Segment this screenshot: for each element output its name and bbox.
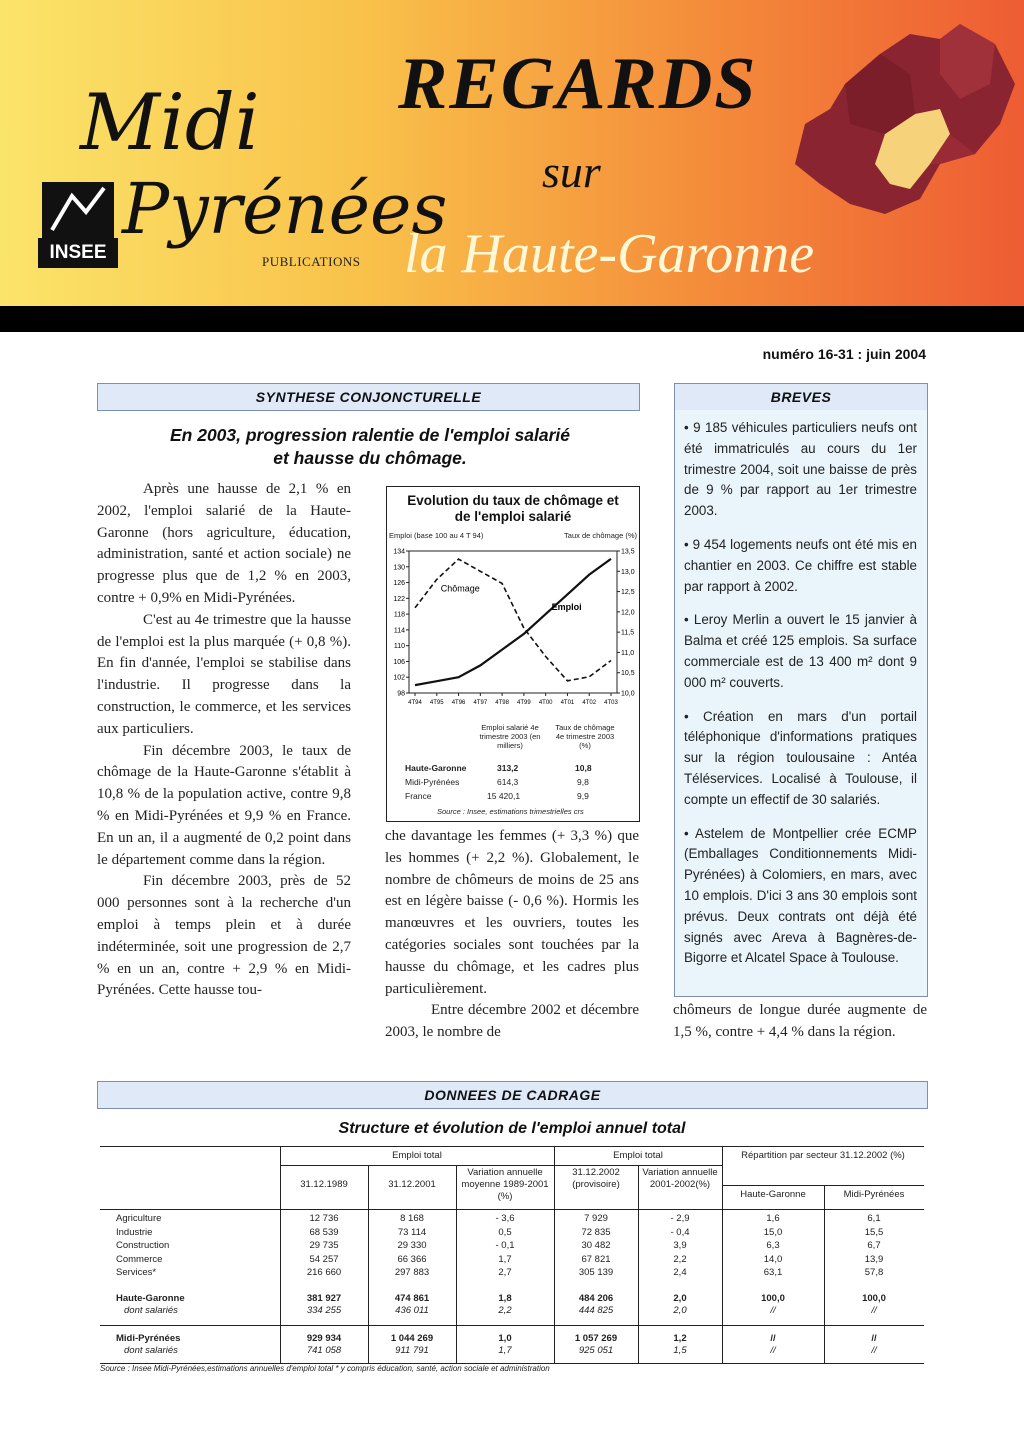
table-cell: 2,0 xyxy=(673,1305,687,1316)
table-cell: 2,2 xyxy=(498,1305,512,1316)
table-cell: 929 934 xyxy=(306,1333,342,1344)
article-column-2 xyxy=(385,826,639,1044)
header-divider xyxy=(0,306,1024,332)
y-left-tick-label: 126 xyxy=(393,580,405,588)
table-cell: 72 835 xyxy=(581,1226,611,1238)
article-column-3 xyxy=(673,1000,927,1044)
section-synthese: SYNTHESE CONJONCTURELLE xyxy=(97,383,640,411)
table-cell: 15 420,1 xyxy=(487,791,521,801)
table-cell: 614,3 xyxy=(497,777,519,787)
series-line-chômage xyxy=(415,559,611,681)
table-cell: 2,0 xyxy=(673,1293,687,1304)
table-cell: 474 861 xyxy=(394,1293,430,1304)
table-cell: 15,5 xyxy=(864,1226,884,1238)
section-cadrage: DONNEES DE CADRAGE xyxy=(97,1081,928,1109)
table-row-label: Haute-Garonne xyxy=(116,1293,185,1304)
y-left-tick-label: 102 xyxy=(393,674,405,682)
column-header: 31.12.2001 xyxy=(388,1179,436,1190)
x-tick-label: 4T01 xyxy=(560,700,575,706)
group-header: Répartition par secteur 31.12.2002 (%) xyxy=(741,1150,905,1161)
table-row-label: Services* xyxy=(116,1267,157,1279)
publications-label: PUBLICATIONS xyxy=(262,254,361,269)
table-cell: 334 255 xyxy=(306,1305,342,1316)
table-cell: 8 168 xyxy=(400,1213,424,1224)
table-cell: 63,1 xyxy=(763,1267,783,1279)
table-cell: 297 883 xyxy=(394,1267,430,1279)
chart-plot xyxy=(387,543,639,715)
table-cell: 1,0 xyxy=(498,1333,512,1344)
x-tick-label: 4T94 xyxy=(408,700,422,706)
table-cell: - 3,6 xyxy=(495,1213,515,1224)
table-cell: 436 011 xyxy=(395,1305,429,1316)
table-row-label: Midi-Pyrénées xyxy=(405,777,460,787)
x-tick-label: 4T00 xyxy=(538,700,553,706)
section-breves: BREVES xyxy=(674,383,928,411)
cadrage-table xyxy=(100,1146,924,1364)
table-cell: 313,2 xyxy=(497,763,519,773)
table-cell: 911 791 xyxy=(395,1345,429,1356)
table-cell: 9,9 xyxy=(577,791,589,801)
table-cell: // xyxy=(871,1345,877,1356)
table-row-label: Haute-Garonne xyxy=(405,763,467,773)
brief-item: • 9 185 véhicules particuliers neufs ont été immatriculés au cours du 1er trimestre 2004, soit une baisse de près de 9 % par rapport au 1er trimestre 2003. xyxy=(684,420,917,519)
y-right-tick-label: 11,0 xyxy=(621,649,635,657)
y-left-tick-label: 118 xyxy=(393,611,405,619)
table-cell: 67 821 xyxy=(581,1253,611,1265)
y-left-tick-label: 114 xyxy=(393,627,405,635)
table-cell: 9,8 xyxy=(577,777,589,787)
paragraph: C'est au 4e trimestre que la hausse de l'emploi est la plus marquée (+ 0,8 %). En fin d'année, l'emploi se stabilise dans l'industrie. Il progresse dans la construction, le commerce, et les services aux particuliers. xyxy=(97,611,351,737)
table-cell: 305 139 xyxy=(578,1267,614,1279)
table-cell: - 2,9 xyxy=(670,1213,690,1224)
table-head-taux: Taux de chômage 4e trimestre 2003 (%) xyxy=(555,723,615,750)
table-cell: 741 058 xyxy=(306,1345,342,1356)
table-row-label: Agriculture xyxy=(116,1213,162,1224)
column-header: Haute-Garonne xyxy=(740,1189,806,1200)
table-cell: - 0,4 xyxy=(670,1226,690,1238)
table-cell: 1 044 269 xyxy=(390,1333,434,1344)
table-source: Source : Insee Midi-Pyrénées,estimations annuelles d'emploi total * y compris éducation, santé, action sociale et administration xyxy=(100,1364,550,1373)
table-cell: 1,5 xyxy=(673,1345,687,1356)
column-header: 31.12.2002 (provisoire) xyxy=(572,1167,620,1190)
table-cell: 2,4 xyxy=(673,1267,687,1279)
table-cell: 1 057 269 xyxy=(574,1333,618,1344)
y-right-tick-label: 10,0 xyxy=(621,690,635,698)
table-cell: 73 114 xyxy=(397,1226,427,1238)
x-tick-label: 4T95 xyxy=(429,700,444,706)
group-header: Emploi total xyxy=(392,1150,442,1161)
table-cell: 12 736 xyxy=(309,1213,339,1224)
title-regards: REGARDS xyxy=(398,43,758,125)
paragraph: Après une hausse de 2,1 % en 2002, l'emploi salarié de la Haute-Garonne (hors agriculture, éducation, administration, santé et action sociale) ne progresse plus que de 1,2 % en 2003, contre + 0,9% en Midi-Pyrénées. xyxy=(97,481,351,606)
x-tick-label: 4T96 xyxy=(451,700,466,706)
x-tick-label: 4T03 xyxy=(604,700,618,706)
table-cell: 7 929 xyxy=(584,1213,608,1224)
chart-title: Evolution du taux de chômage et de l'emploi salarié xyxy=(407,493,619,524)
table-row-label: Construction xyxy=(116,1240,170,1252)
table-cell: 68 539 xyxy=(309,1226,339,1238)
paragraph: Fin décembre 2003, près de 52 000 personnes sont à la recherche d'un emploi à temps plein et à durée indéterminée, soit une progression de 2,7 % en un an, contre + 2,9 % en Midi-Pyrénées. Cette hausse tou- xyxy=(97,873,351,999)
table-cell: 29 735 xyxy=(309,1240,339,1252)
table-cell: // xyxy=(871,1305,877,1316)
y-right-label: Taux de chômage (%) xyxy=(564,531,637,540)
table-cell: 444 825 xyxy=(578,1305,614,1316)
headline-line-2: et hausse du chômage. xyxy=(273,448,467,468)
masthead xyxy=(0,0,1024,306)
y-left-tick-label: 130 xyxy=(393,564,405,572)
table-row-label: Industrie xyxy=(116,1226,153,1238)
brief-item: • Création en mars d'un portail téléphonique d'informations pratiques sur la région toulousaine : Antéa Téléservices. Localisé à Toulouse, il compte un effectif de 30 salariés. xyxy=(684,708,917,807)
table-cell: 10,8 xyxy=(575,763,592,773)
table-cell: 484 206 xyxy=(578,1293,614,1304)
x-tick-label: 4T02 xyxy=(582,700,597,706)
table-title: Structure et évolution de l'emploi annuel total xyxy=(338,1120,686,1137)
table-cell: 15,0 xyxy=(763,1226,783,1238)
table-cell: 1,2 xyxy=(673,1333,687,1344)
y-left-tick-label: 110 xyxy=(393,643,405,651)
column-header: 31.12.1989 xyxy=(300,1179,348,1190)
y-left-tick-label: 106 xyxy=(393,658,405,666)
table-cell: 6,7 xyxy=(867,1240,881,1252)
table-cell: 57,8 xyxy=(864,1267,884,1279)
brand-top: Midi xyxy=(80,78,260,168)
table-row-label: dont salariés xyxy=(124,1345,178,1356)
headline-line-1: En 2003, progression ralentie de l'emploi salarié xyxy=(169,425,570,445)
table-cell: - 0,1 xyxy=(495,1240,515,1252)
table-cell: 30 482 xyxy=(581,1240,611,1252)
group-header: Emploi total xyxy=(613,1150,663,1161)
issue-number: numéro 16-31 : juin 2004 xyxy=(762,346,926,362)
y-right-tick-label: 13,5 xyxy=(621,548,635,556)
column-header: Variation annuelle moyenne 1989-2001 (%) xyxy=(461,1167,549,1202)
table-cell: 14,0 xyxy=(763,1253,783,1265)
table-row-label: France xyxy=(405,791,432,801)
y-right-tick-label: 11,5 xyxy=(621,629,635,637)
y-left-tick-label: 122 xyxy=(393,595,405,603)
brief-item: • Astelem de Montpellier crée ECMP (Emballages Conditionnements Midi-Pyrénées) à Colomiers, en mars, avec 10 emplois. D'ici 3 ans 30 emplois sont prévus. Deux contrats ont déjà été signés avec Areva à Bagnères-de-Bigorre et Alcatel Space à Toulouse. xyxy=(684,825,917,966)
region-map-icon xyxy=(790,14,1020,219)
y-right-tick-label: 12,5 xyxy=(621,589,635,597)
table-cell: 2,7 xyxy=(498,1267,512,1279)
paragraph: Fin décembre 2003, le taux de chômage de la Haute-Garonne s'établit à 10,8 % de la population active, contre 9,8 % en Midi-Pyrénées et 9,9 % en France. En un an, il a augmenté de 0,2 point dans le département comme dans la région. xyxy=(97,742,351,868)
table-cell: 100,0 xyxy=(761,1293,785,1304)
paragraph: che davantage les femmes (+ 3,3 %) que les hommes (+ 2,2 %). Globalement, le nombre de chômeurs de moins de 25 ans est en légère baisse (- 0,6 %). Hormis les manœuvres et les ouvriers, toutes les catégories sociales sont touchées par la hausse du chômage, et les cadres plus particulièrement. xyxy=(385,828,639,997)
x-tick-label: 4T97 xyxy=(473,700,488,706)
table-cell: 381 927 xyxy=(306,1293,342,1304)
table-cell: 13,9 xyxy=(864,1253,884,1265)
series-label: Chômage xyxy=(440,583,480,594)
table-cell: 1,7 xyxy=(498,1345,512,1356)
paragraph: chômeurs de longue durée augmente de 1,5 %, contre + 4,4 % dans la région. xyxy=(673,1002,927,1040)
paragraph: Entre décembre 2002 et décembre 2003, le nombre de xyxy=(385,1002,639,1041)
y-right-tick-label: 12,0 xyxy=(621,609,635,617)
chart-panel xyxy=(386,486,640,822)
y-right-tick-label: 10,5 xyxy=(621,670,635,678)
table-cell: 6,3 xyxy=(766,1240,780,1252)
brief-item: • 9 454 logements neufs ont été mis en chantier en 2003. Ce chiffre est stable par rapport à 2002. xyxy=(684,536,917,594)
table-cell: 66 366 xyxy=(397,1253,427,1265)
table-cell: 3,9 xyxy=(673,1240,687,1252)
table-cell: // xyxy=(770,1305,776,1316)
brief-item: • Leroy Merlin a ouvert le 15 janvier à Balma et créé 125 emplois. Sa surface commerciale est de 13 400 m² dont 9 000 m² couverts. xyxy=(684,612,917,690)
table-cell: 54 257 xyxy=(309,1253,339,1265)
breves-panel xyxy=(674,410,928,997)
table-cell: 1,6 xyxy=(766,1213,780,1224)
chart-source: Source : Insee, estimations trimestrielles crs xyxy=(437,807,584,816)
table-head-emploi: Emploi salarié 4e trimestre 2003 (en milliers) xyxy=(479,723,541,750)
column-header: Variation annuelle 2001-2002(%) xyxy=(642,1167,718,1190)
table-cell: 0,5 xyxy=(498,1226,512,1238)
insee-logo-icon xyxy=(42,182,114,238)
series-line-emploi xyxy=(415,559,611,685)
table-cell: 2,2 xyxy=(673,1253,687,1265)
table-cell: 1,7 xyxy=(498,1253,512,1265)
y-left-tick-label: 134 xyxy=(393,548,405,556)
table-cell: 925 051 xyxy=(578,1345,614,1356)
table-row-label: Commerce xyxy=(116,1253,163,1265)
table-cell: // xyxy=(770,1333,776,1344)
y-right-tick-label: 13,0 xyxy=(621,568,635,576)
title-sur: sur xyxy=(542,146,601,197)
table-row-label: dont salariés xyxy=(124,1305,178,1316)
column-header: Midi-Pyrénées xyxy=(843,1189,905,1200)
table-cell: // xyxy=(871,1333,877,1344)
table-cell: 6,1 xyxy=(867,1213,881,1224)
table-cell: 100,0 xyxy=(862,1293,886,1304)
title-haute-garonne: la Haute-Garonne xyxy=(404,223,815,285)
insee-label: INSEE xyxy=(38,238,118,268)
plot-frame xyxy=(409,551,617,693)
article-column-1 xyxy=(97,479,351,1002)
x-tick-label: 4T99 xyxy=(517,700,531,706)
y-left-tick-label: 98 xyxy=(397,690,405,698)
y-left-label: Emploi (base 100 au 4 T 94) xyxy=(389,531,484,540)
table-cell: 216 660 xyxy=(306,1267,342,1279)
table-cell: 1,8 xyxy=(498,1293,512,1304)
series-label: Emploi xyxy=(551,602,582,613)
brand-bottom: Pyrénées xyxy=(122,168,448,250)
table-row-label: Midi-Pyrénées xyxy=(116,1333,181,1344)
table-cell: 29 330 xyxy=(397,1240,427,1252)
x-tick-label: 4T98 xyxy=(495,700,509,706)
table-cell: // xyxy=(770,1345,776,1356)
